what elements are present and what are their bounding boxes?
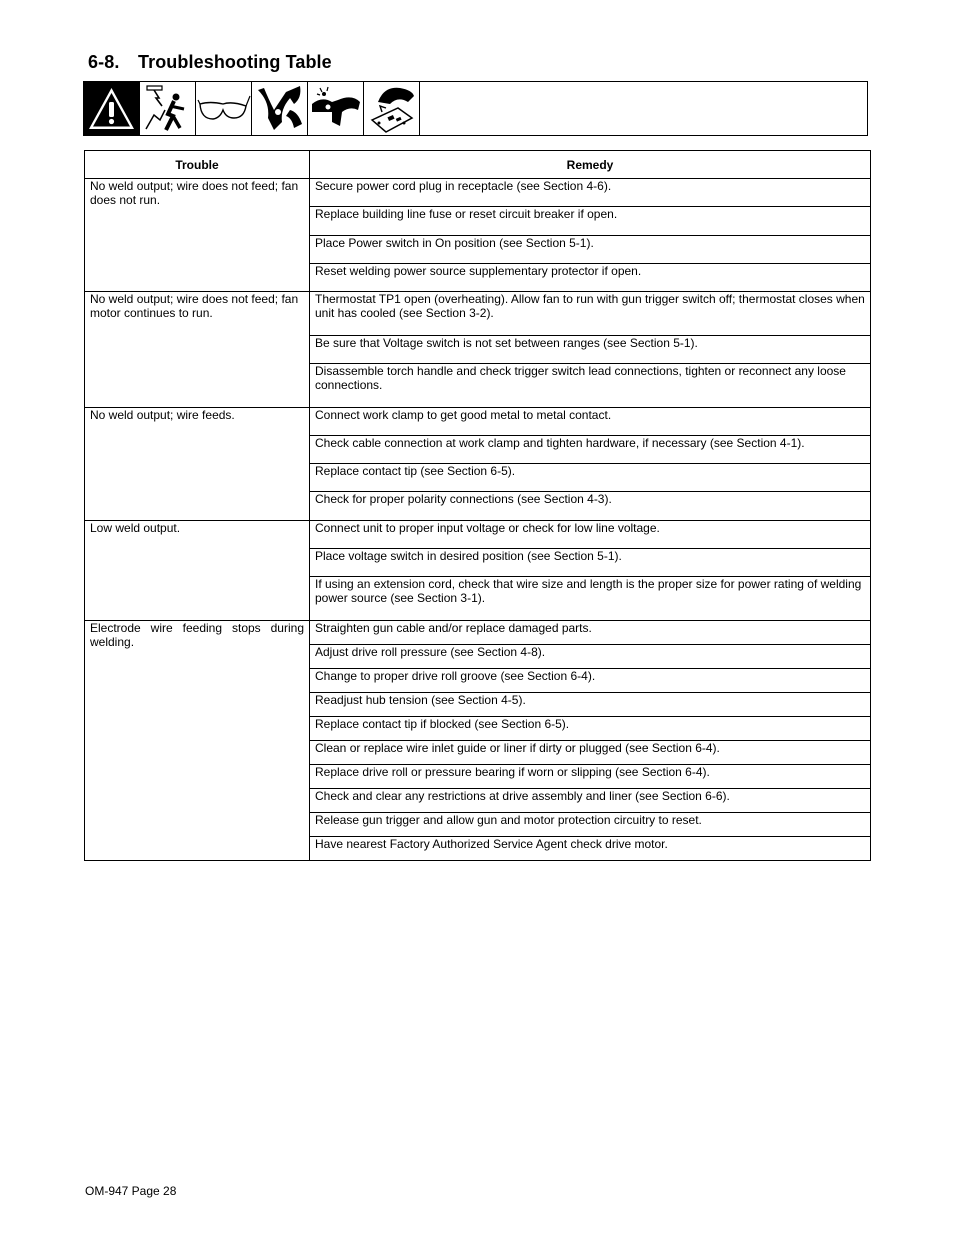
trouble-cell: Low weld output. (85, 521, 310, 621)
table-row (85, 179, 871, 207)
section-title-text: Troubleshooting Table (138, 52, 332, 72)
remedy-cell: Straighten gun cable and/or replace damaged parts. (310, 621, 871, 645)
remedy-cell: Check and clear any restrictions at drive assembly and liner (see Section 6-6). (310, 789, 871, 813)
remedy-cell: Connect work clamp to get good metal to metal contact. (310, 408, 871, 436)
remedy-cell: Readjust hub tension (see Section 4-5). (310, 693, 871, 717)
remedy-cell: Release gun trigger and allow gun and motor protection circuitry to reset. (310, 813, 871, 837)
remedy-cell: Place voltage switch in desired position (see Section 5-1). (310, 549, 871, 577)
remedy-cell: Check cable connection at work clamp and tighten hardware, if necessary (see Section 4-1). (310, 436, 871, 464)
troubleshooting-table (84, 150, 871, 861)
remedy-cell: Reset welding power source supplementary protector if open. (310, 264, 871, 292)
table-row (85, 292, 871, 336)
table-row (85, 408, 871, 436)
trouble-column-header: Trouble (85, 151, 310, 179)
remedy-cell: Adjust drive roll pressure (see Section 4-8). (310, 645, 871, 669)
table-row (85, 621, 871, 645)
moving-parts-icon (252, 82, 308, 135)
section-title (88, 52, 332, 73)
trouble-cell: No weld output; wire feeds. (85, 408, 310, 521)
trouble-cell: No weld output; wire does not feed; fan motor continues to run. (85, 292, 310, 408)
table-header-row (85, 151, 871, 179)
remedy-cell: Replace building line fuse or reset circuit breaker if open. (310, 207, 871, 236)
section-number: 6-8. (88, 52, 120, 72)
remedy-cell: Be sure that Voltage switch is not set between ranges (see Section 5-1). (310, 336, 871, 364)
remedy-cell: Place Power switch in On position (see Section 5-1). (310, 236, 871, 264)
safety-glasses-icon (196, 82, 252, 135)
remedy-cell: Thermostat TP1 open (overheating). Allow fan to run with gun trigger switch off; thermostat closes when unit has cooled (see Section 3-2). (310, 292, 871, 336)
safety-icon-strip (83, 81, 868, 136)
remedy-cell: Replace contact tip if blocked (see Section 6-5). (310, 717, 871, 741)
hot-parts-icon (308, 82, 364, 135)
page-footer: OM-947 Page 28 (85, 1184, 177, 1198)
remedy-cell: Disassemble torch handle and check trigger switch lead connections, tighten or reconnect any loose connections. (310, 364, 871, 408)
remedy-cell: Check for proper polarity connections (see Section 4-3). (310, 492, 871, 521)
table-row (85, 521, 871, 549)
remedy-cell: Clean or replace wire inlet guide or liner if dirty or plugged (see Section 6-4). (310, 741, 871, 765)
remedy-cell: Secure power cord plug in receptacle (see Section 4-6). (310, 179, 871, 207)
remedy-cell: Have nearest Factory Authorized Service Agent check drive motor. (310, 837, 871, 861)
remedy-cell: Replace contact tip (see Section 6-5). (310, 464, 871, 492)
static-sensitive-board-icon (364, 82, 420, 135)
remedy-cell: Connect unit to proper input voltage or check for low line voltage. (310, 521, 871, 549)
remedy-column-header: Remedy (310, 151, 871, 179)
trouble-cell: Electrode wire feeding stops during welding. (85, 621, 310, 861)
remedy-cell: If using an extension cord, check that wire size and length is the proper size for power rating of welding power source (see Section 3-1). (310, 577, 871, 621)
remedy-cell: Change to proper drive roll groove (see Section 6-4). (310, 669, 871, 693)
warning-icon (84, 82, 140, 135)
remedy-cell: Replace drive roll or pressure bearing if worn or slipping (see Section 6-4). (310, 765, 871, 789)
trouble-cell: No weld output; wire does not feed; fan does not run. (85, 179, 310, 292)
electric-shock-icon (140, 82, 196, 135)
